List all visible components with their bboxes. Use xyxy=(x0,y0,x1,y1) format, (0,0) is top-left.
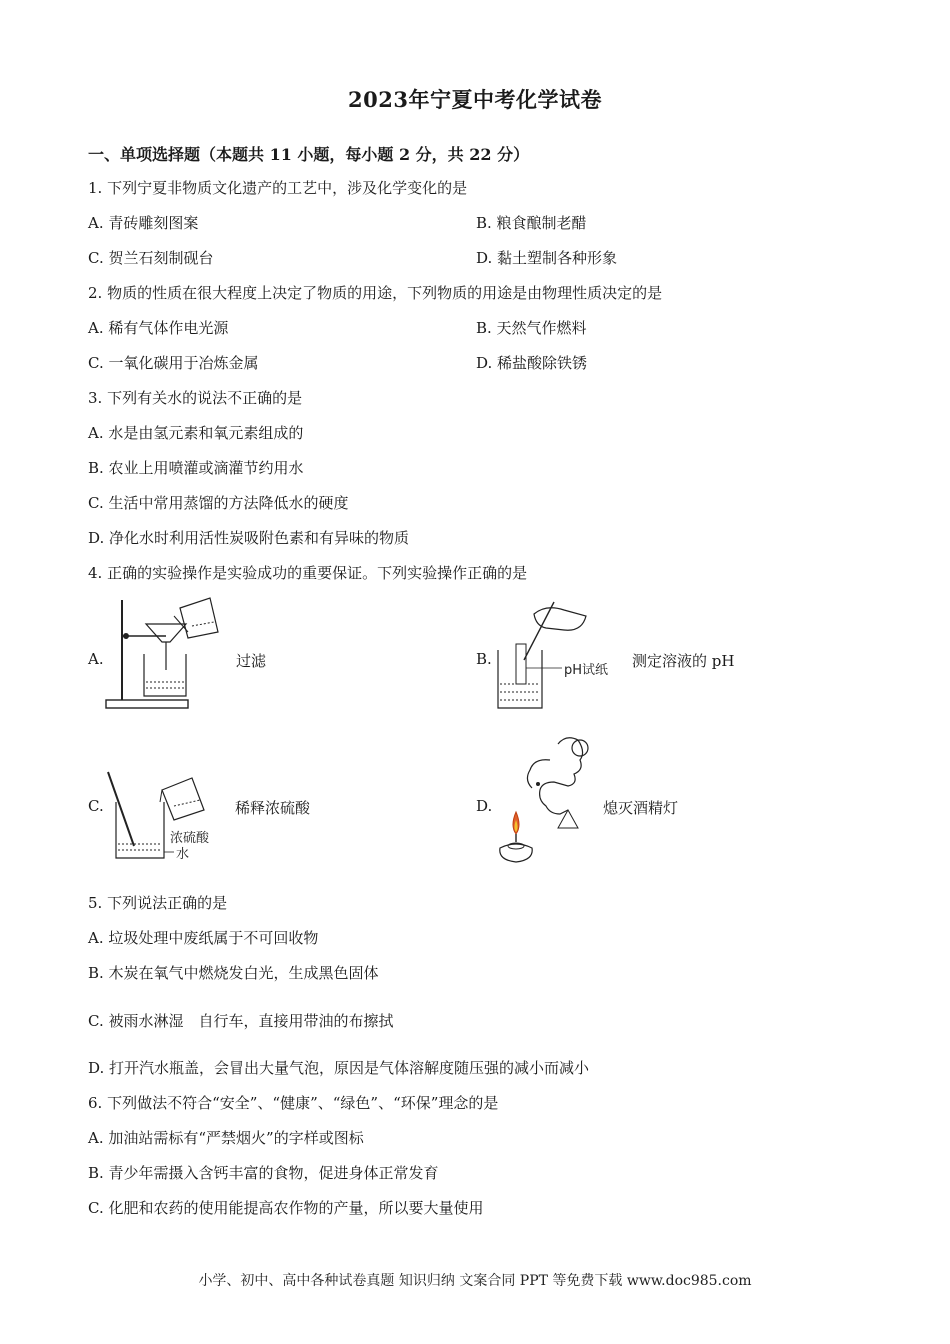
q5-option-c: C. 被雨水淋湿 自行车，直接用带油的布擦拭 xyxy=(88,1012,394,1030)
ph-test-figure xyxy=(494,594,624,714)
q2-option-c: C. 一氧化碳用于冶炼金属 xyxy=(88,354,259,372)
q1-option-c: C. 贺兰石刻制砚台 xyxy=(88,249,214,267)
q4-option-b-letter: B. xyxy=(476,650,492,668)
q3-option-b: B. 农业上用喷灌或滴灌节约用水 xyxy=(88,459,304,477)
page-title: 2023年宁夏中考化学试卷 xyxy=(348,87,602,112)
filtration-apparatus-figure xyxy=(104,596,224,714)
question-6-stem: 6. 下列做法不符合“安全”、“健康”、“绿色”、“环保”理念的是 xyxy=(88,1094,499,1112)
q5-option-a: A. 垃圾处理中废纸属于不可回收物 xyxy=(88,929,319,947)
water-label: 水 xyxy=(176,847,190,862)
question-3-stem: 3. 下列有关水的说法不正确的是 xyxy=(88,389,303,407)
q6-option-c: C. 化肥和农药的使用能提高农作物的产量，所以要大量使用 xyxy=(88,1199,484,1217)
q4-option-d-letter: D. xyxy=(476,797,493,815)
q2-option-b: B. 天然气作燃料 xyxy=(476,319,587,337)
dilute-sulfuric-acid-figure xyxy=(104,766,228,866)
question-2-stem: 2. 物质的性质在很大程度上决定了物质的用途，下列物质的用途是由物理性质决定的是 xyxy=(88,284,663,302)
q5-option-b: B. 木炭在氧气中燃烧发白光，生成黑色固体 xyxy=(88,964,379,982)
question-5-stem: 5. 下列说法正确的是 xyxy=(88,894,228,912)
q1-option-b: B. 粮食酿制老醋 xyxy=(476,214,587,232)
q2-option-a: A. 稀有气体作电光源 xyxy=(88,319,229,337)
q3-option-d: D. 净化水时利用活性炭吸附色素和有异味的物质 xyxy=(88,529,410,547)
q4-option-a-letter: A. xyxy=(88,650,104,668)
q3-option-c: C. 生活中常用蒸馏的方法降低水的硬度 xyxy=(88,494,349,512)
alcohol-lamp-figure xyxy=(494,730,590,868)
concentrated-acid-label: 浓硫酸 xyxy=(170,831,210,846)
question-1-stem: 1. 下列宁夏非物质文化遗产的工艺中，涉及化学变化的是 xyxy=(88,179,468,197)
q6-option-b: B. 青少年需摄入含钙丰富的食物，促进身体正常发育 xyxy=(88,1164,439,1182)
ph-paper-label: pH试纸 xyxy=(564,663,609,678)
q2-option-d: D. 稀盐酸除铁锈 xyxy=(476,354,588,372)
question-4-stem: 4. 正确的实验操作是实验成功的重要保证。下列实验操作正确的是 xyxy=(88,564,528,582)
q4-option-a-caption: 过滤 xyxy=(236,652,267,670)
q4-option-b-caption: 测定溶液的 pH xyxy=(632,652,735,670)
q4-option-d-caption: 熄灭酒精灯 xyxy=(603,799,679,817)
page-footer: 小学、初中、高中各种试卷真题 知识归纳 文案合同 PPT 等免费下载 www.doc985.com xyxy=(198,1273,752,1289)
q5-option-d: D. 打开汽水瓶盖，会冒出大量气泡，原因是气体溶解度随压强的减小而减小 xyxy=(88,1059,590,1077)
section-heading: 一、单项选择题（本题共 11 小题，每小题 2 分，共 22 分） xyxy=(88,145,530,164)
q6-option-a: A. 加油站需标有“严禁烟火”的字样或图标 xyxy=(88,1129,364,1147)
q4-option-c-caption: 稀释浓硫酸 xyxy=(235,799,311,817)
q4-option-c-letter: C. xyxy=(88,797,104,815)
q1-option-a: A. 青砖雕刻图案 xyxy=(88,214,199,232)
q3-option-a: A. 水是由氢元素和氧元素组成的 xyxy=(88,424,304,442)
q1-option-d: D. 黏土塑制各种形象 xyxy=(476,249,618,267)
